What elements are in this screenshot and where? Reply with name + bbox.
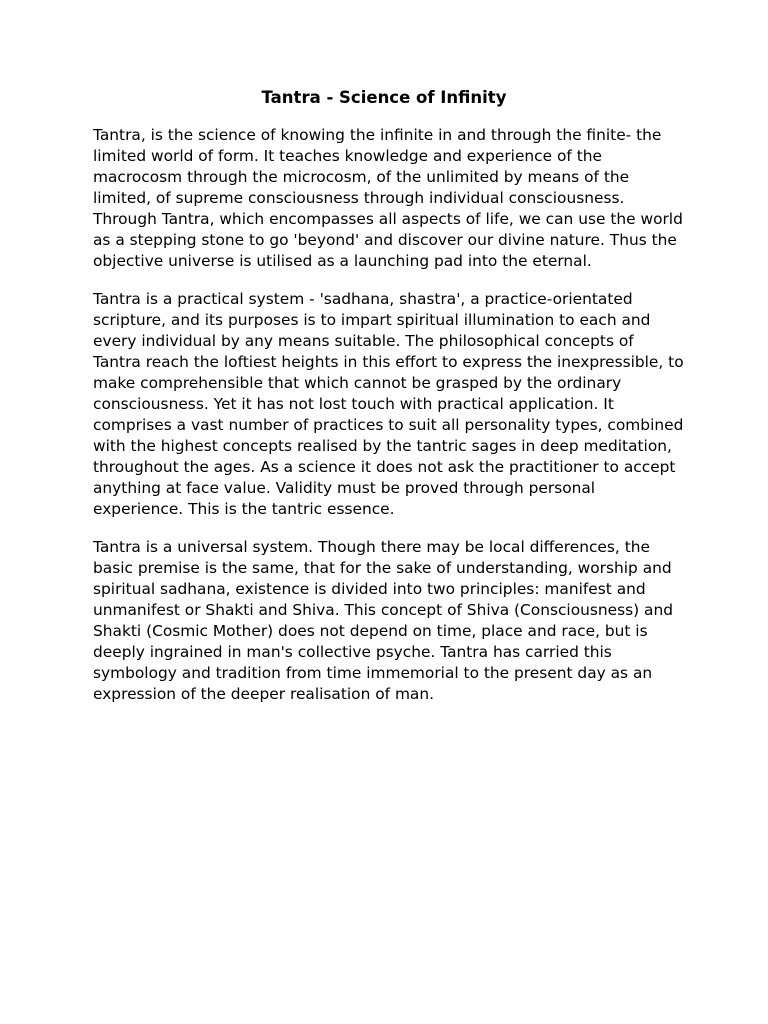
paragraph-1: Tantra, is the science of knowing the infinite in and through the finite- the limited world of form. It teaches knowledge and experience of the macrocosm through the microcosm, of the unlimited by means of the limited, of supreme consciousness through individual consciousness. Through Tantra, which encompasses all aspects of life, we can use the world as a stepping stone to go 'beyond' and discover our divine nature. Thus the objective universe is utilised as a launching pad into the eternal. <box>93 126 683 270</box>
document-body <box>93 125 685 722</box>
document-title: Tantra - Science of Infinity <box>261 88 507 107</box>
paragraph-3: Tantra is a universal system. Though there may be local differences, the basic premise is the same, that for the sake of understanding, worship and spiritual sadhana, existence is divided into two principles: manifest and unmanifest or Shakti and Shiva. This concept of Shiva (Consciousness) and Shakti (Cosmic Mother) does not depend on time, place and race, but is deeply ingrained in man's collective psyche. Tantra has carried this symbology and tradition from time immemorial to the present day as an expression of the deeper realisation of man. <box>93 538 674 703</box>
paragraph-2: Tantra is a practical system - 'sadhana, shastra', a practice-orientated scripture, and its purposes is to impart spiritual illumination to each and every individual by any means suitable. The philosophical concepts of Tantra reach the loftiest heights in this effort to express the inexpressible, to make comprehensible that which cannot be grasped by the ordinary consciousness. Yet it has not lost touch with practical application. It comprises a vast number of practices to suit all personality types, combined with the highest concepts realised by the tantric sages in deep meditation, throughout the ages. As a science it does not ask the practitioner to accept anything at face value. Validity must be proved through personal experience. This is the tantric essence. <box>93 290 684 518</box>
